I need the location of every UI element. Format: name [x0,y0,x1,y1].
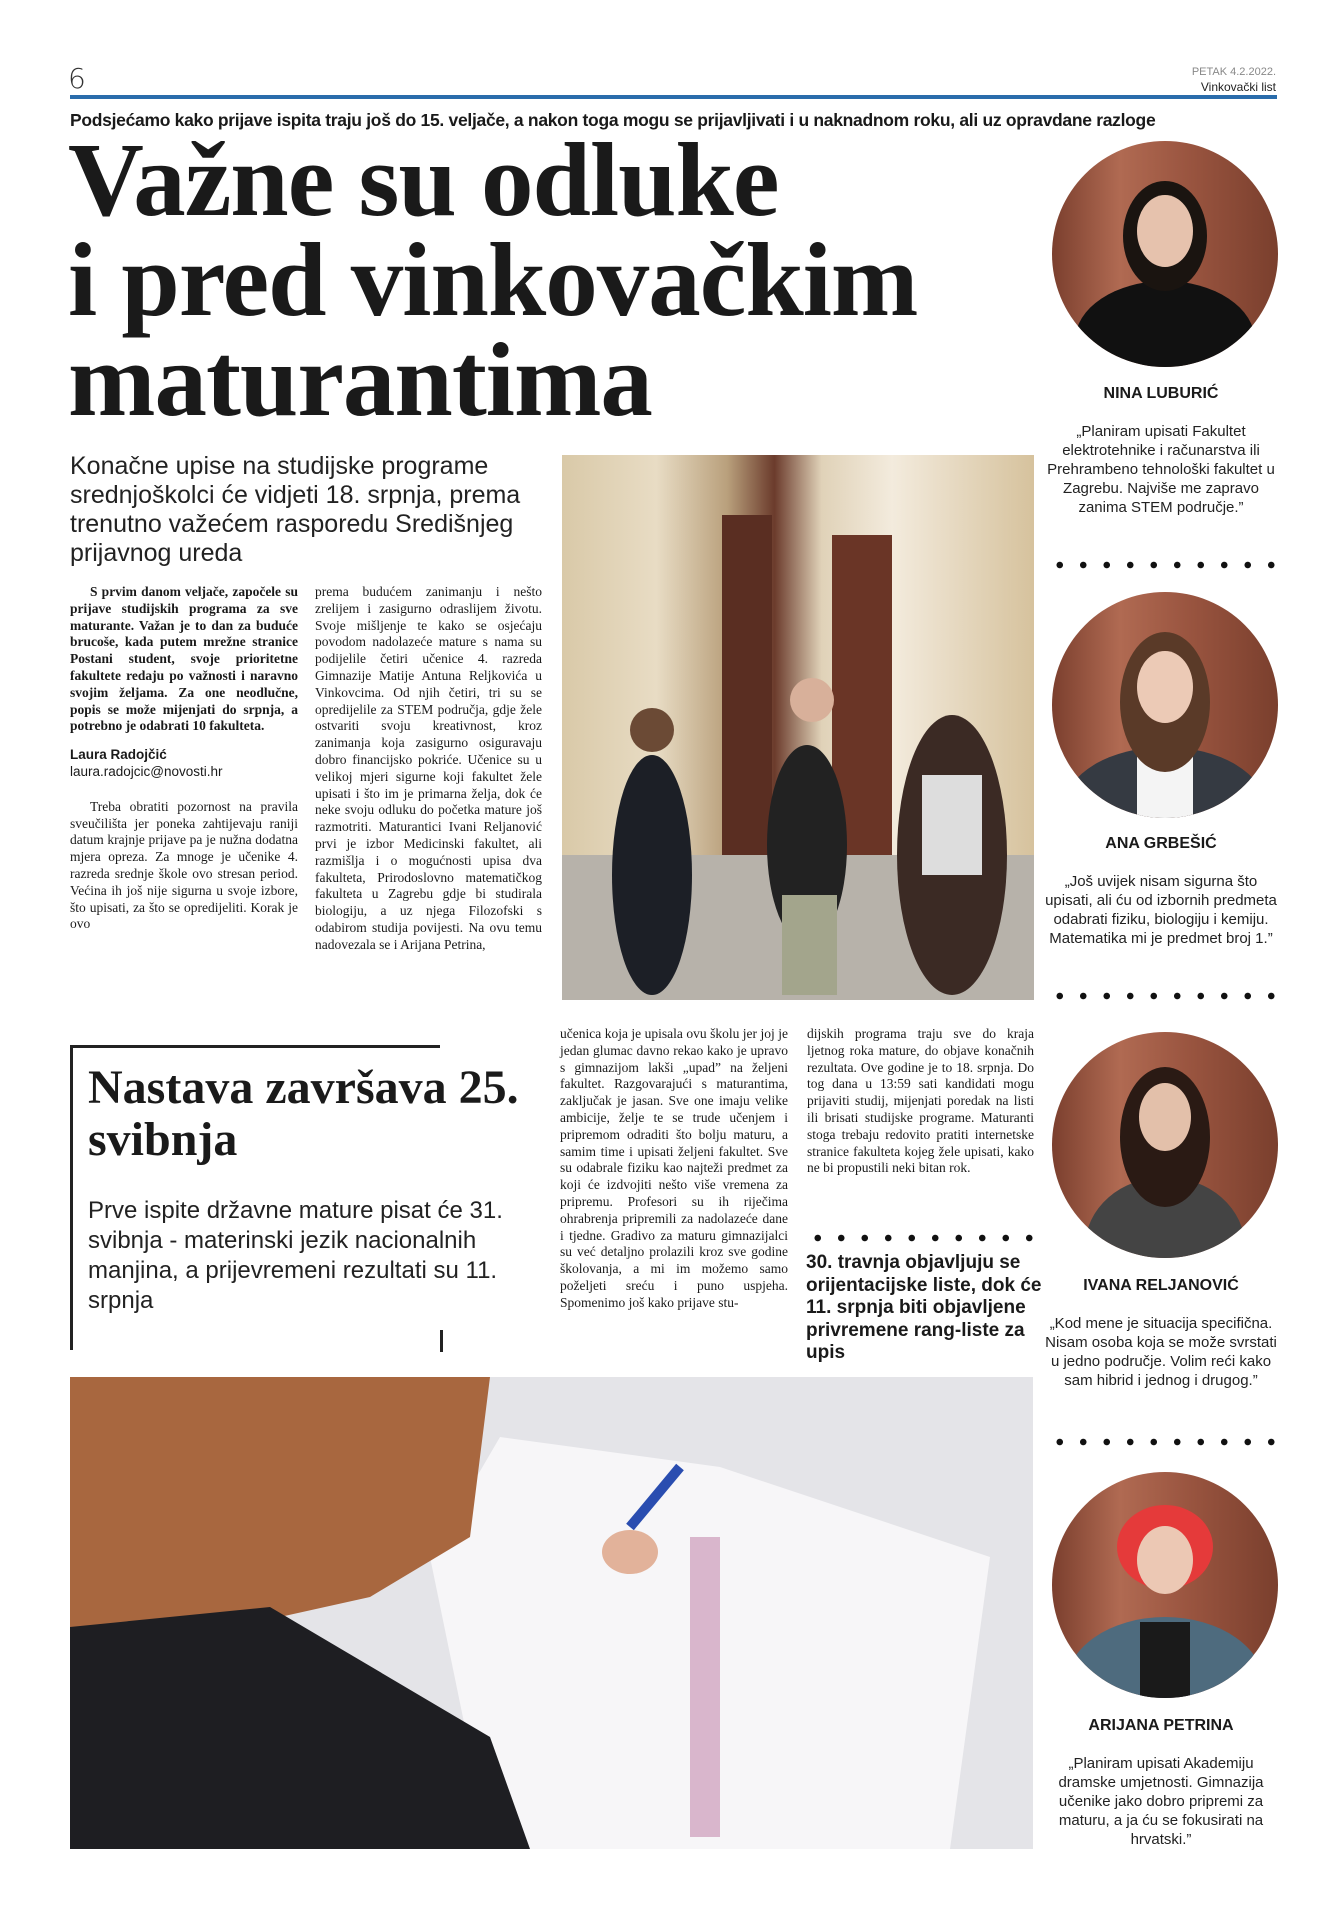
headline [68,121,1043,438]
student-quote: „Planiram upisati Akademiju dramske umjetnosti. Gimnazija učenike jako dobro pripremi za maturu, a ja ću se fokusirati na hrvatski.” [1058,1755,1264,1848]
article-text: Treba obratiti pozornost na pravila sveučilišta jer poneka zahtijevaju raniji datum krajnje prijave pa je nužna dodatna mjera opreza. Za mnoge je učenike 4. razreda srednje škole ovo stresan period. Većina ih još nije sigurna u svoje izbore, što upisati, za što se opredijeliti. Korak je ovo [70,798,298,932]
student-portrait [1052,592,1278,818]
article-column-2 [315,584,542,954]
highlight-heading: 30. travnja objavljuju se orijentacijske liste, dok će 11. srpnja biti objavljene privremene rang-liste za upis [806,1252,1042,1363]
exam-photo [70,1377,1033,1849]
student-name: ARIJANA PETRINA [1088,1717,1234,1734]
student-portrait [1052,141,1278,367]
student-portrait [1052,1032,1278,1258]
article-text: dijskih programa traju sve do kraja ljetnog roka mature, do objave konačnih rezultata. Ove godine je to 18. srpnja. Do tog dana u 13:59 sati kandidati mogu prijaviti studij, mijenjati poredak na listi ili brisati studijske programe. Maturanti stoga trebaju redovito pratiti internetske stranice fakulteta kojeg žele upisati, kako ne bi propustili neki bitan rok. [807,1026,1034,1176]
headline-line: i pred vinkovačkim [68,221,918,338]
student-quote: „Kod mene je situacija specifična. Nisam osoba koja se može svrstati u jedno područje. Volim reći kako sam hibrid i jednog i drugog.” [1045,1315,1277,1389]
exam-illustration [70,1377,1033,1849]
subtitle: Konačne upise na studijske programe srednjoškolci će vidjeti 18. srpnja, prema trenutno važećem rasporedu Središnjeg prijavnog ureda [70,452,521,567]
article-column-3 [560,1026,788,1312]
article-column-1 [70,584,298,933]
article-text: prema budućem zanimanju i nešto zrelijem i zasigurno odraslijem životu. Svoje mišljenje te kako se osjećaju povodom nadolazeće mature s nama su podijelile četiri učenice 4. razreda Gimnazije Matije Antuna Reljkovića u Vinkovcima. Od njih četiri, tri su se opredijelile za STEM područja, gdje žele ostvariti svoju kreativnost, kroz zanimanja koja zasigurno osiguravaju dobro financijsko pokriće. Učenice su u velikoj mjeri sigurne koji fakultet žele upisati i što im je primarna želja, dok će neke svoju odluku do početka mature još razmotriti. Maturantici Ivani Reljanović prvi je izbor Medicinski fakultet, ali razmišlja i o mogućnosti upisa dva fakulteta, Prirodoslovno matematičkog fakulteta u Zagrebu gdje bi studirala biologiju, a uz njega Filozofski s odabirom studija povijesti. Na ovu temu nadovezala se i Arijana Petrina, [315,584,542,952]
header-rule [70,95,1277,99]
issue-date: PETAK 4.2.2022. [1191,66,1276,78]
info-box-title: Nastava završava 25. svibnja [88,1061,519,1166]
page-number: 6 [68,62,86,95]
dotted-divider [806,1234,1036,1242]
article-column-4 [807,1026,1034,1177]
author-name: Laura Radojčić [70,747,167,763]
student-quote: „Još uvijek nisam sigurna što upisati, ali ću od izbornih predmeta odabrati fiziku, biologiju i kemiju. Matematika mi je predmet broj 1.” [1045,873,1277,947]
student-name: IVANA RELJANOVIĆ [1083,1277,1239,1294]
student-portrait [1052,1472,1278,1698]
headline-line: Važne su odluke [68,121,779,238]
student-quote: „Planiram upisati Fakultet elektrotehnike i računarstva ili Prehrambeno tehnološki fakultet u Zagrebu. Najviše me zapravo zanima STEM područje.” [1047,423,1275,516]
dotted-divider [1048,992,1278,1000]
students-illustration [562,455,1034,1000]
kicker: Podsjećamo kako prijave ispita traju još do 15. veljače, a nakon toga mogu se prijavljivati i u naknadnom roku, ali uz opravdane razloge [70,110,1156,130]
dotted-divider [1048,561,1278,569]
article-lead: S prvim danom veljače, započele su prijave studijskih programa za sve maturante. Važan je to dan za buduće brucoše, kada putem mrežne stranice Postani student, svoje prioritetne fakultete redaju po važnosti i naravno svojim željama. Za one neodlučne, popis se može mijenjati do srpnja, a potrebno je odabrati 10 fakulteta. [70,584,298,734]
info-box-text: Prve ispite državne mature pisat će 31. svibnja - materinski jezik nacionalnih manjina, a prijevremeni rezultati su 11. srpnja [88,1197,503,1314]
headline-line: maturantima [68,321,652,438]
student-name: ANA GRBEŠIĆ [1105,835,1217,852]
students-photo [562,455,1034,1000]
student-name: NINA LUBURIĆ [1103,385,1219,402]
dotted-divider [1048,1438,1278,1446]
box-corner [440,1330,443,1352]
newspaper-name: Vinkovački list [1200,80,1276,94]
author-email[interactable]: laura.radojcic@novosti.hr [70,763,223,779]
article-text: učenica koja je upisala ovu školu jer joj je jedan glumac davno rekao kako je upravo s gimnazijom lakši „upad” na željeni fakultet. Razgovarajući s maturantima, zaključak je jasan. Sve one imaju velike ambicije, želje te se trude učenjem i pripremom odraditi što bolju maturu, a samim time i upisati željeni fakultet. Sve su odabrale fiziku kao najteži predmet za koji će izdvojiti nešto više vremena za pripremu. Profesori su ih riječima ohrabrenja pripremili za nadolazeće dane i tjedne. Gradivo za maturu gimnazijalci su već detaljno prolazili kroz sve godine školovanja, a mi im možemo samo poželjeti sreću i puno uspjeha. Spomenimo još kako prijave stu- [560,1026,788,1310]
